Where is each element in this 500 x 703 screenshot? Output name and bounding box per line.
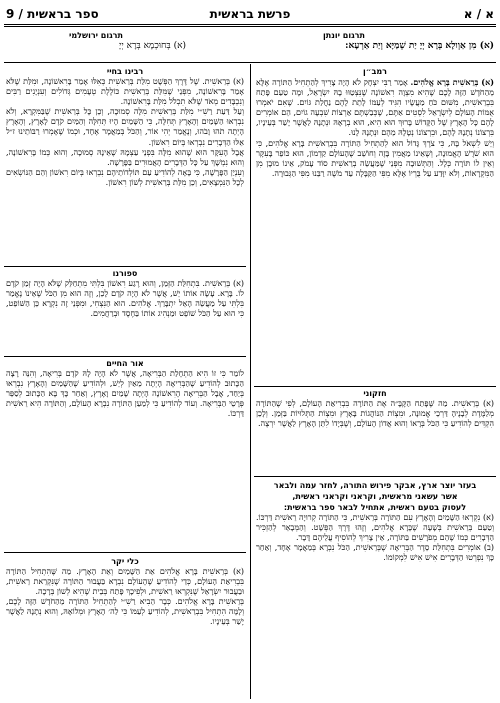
targum-yonatan-text: (א) מִן אַוְולָא בְּרָא יְיָ יַת שְׁמַיָּא וְיַת אַרְעָא: [345,41,494,51]
sforno-title: ספורנו [112,269,138,278]
left-divider-2 [4,356,246,357]
commentary-subheading: אשר עשאני מראשית, וקראני וקראני ראשית, [292,492,458,501]
ramban-text-2: וְיֵשׁ לִשְׁאֹל בָּהּ, כִּי צֹרֶךְ גָּדוֹל הוּא לְהַתְחִיל הַתּוֹרָה בִּבְרֵאשִׁית בָּרָא אֱלֹהִים, כִּי הוּא שֹׁרֶשׁ הָאֱמוּנָה, וְשֶׁאֵינוֹ מַאֲמִין בָּזֶה וְחוֹשֵׁב שֶׁהָעוֹלָם קַדְמוֹן, הוּא כּוֹפֵר בָּעִקָּר וְאֵין לוֹ תּוֹרָה כְּלָל. וְהַתְּשׁוּבָה מִפְּנֵי שֶׁמַּעֲשֵׂה בְרֵאשִׁית סוֹד עָמֹק, אֵינוֹ מוּבָן מִן הַמִּקְרָאוֹת, וְלֹא יִוָּדַע עַל בֻּרְיוֹ אֶלָּא מִפִּי הַקַּבָּלָה עַד מֹשֶׁה רַבֵּנוּ מִפִּי הַגְּבוּרָה. [256,138,494,178]
rabbeinu-bachya-text-4: וְעִנְיַן הַפָּרָשָׁה, כִּי בָּאָה לְהוֹדִיעַ עַם תּוֹלְדוֹתֵיהֶם נִבְרְאוּ בְּיוֹם רִאשׁוֹן וְהֵם הַנּוֹשְׂאִים לְכָל הַנִּמְצָאִים, וְכֵן מִלַּת בְּרֵאשִׁית לְשׁוֹן רִאשׁוֹן. [6,167,244,187]
ramban-section [256,66,494,221]
parsha-title: פרשת בראשית [209,7,291,21]
rabbeinu-bachya-text: (א) בְּרֵאשִׁית. שֶׁל דֶּרֶךְ הַפְּשָׁט מִלַּת בְּרֵאשִׁית כְּאִלּוּ אָמַר בָּרִאשׁוֹנָה, וּמִלַּת שֶׁלֹּא אָמַר בָּרִאשׁוֹנָה, מִפְּנֵי שֶׁמִּלַּת בְּרֵאשִׁית כּוֹלֶלֶת טְעָמִים גְּדוֹלִים וְעִנְיָנִים רַבִּים וְנִכְבָּדִים מְאֹד שֶׁלֹּא תִכְלֹל מִלַּת בָּרִאשׁוֹנָה. [6,77,244,107]
sforno-section [6,268,244,356]
targum-yonatan-title: תרגום יונתן [323,31,365,40]
targum-yerushalmi-text: (א) בְּחוּכְמָא בְּרָא יְיָ [119,41,186,51]
rabbeinu-bachya-text-3: אֲבָל הָעִקָּר הוּא שֶׁהוּא מִלָּה בִּפְנֵי עַצְמָהּ שֶׁאֵינָהּ סְמוּכָה, וְהוּא כְּמוֹ בָּרִאשׁוֹנָה, וְהוּא נִמְשָׁךְ עַל כָּל הַדְּבָרִים הָאֲמוּרִים בַּפָּרָשָׁה. [6,147,244,167]
right-divider-2 [254,476,496,477]
chizkuni-title: חזקוני [363,389,387,398]
book-page-number: ספר בראשית / 9 [6,7,99,21]
or-hachaim-title: אור החיים [106,359,144,368]
kli-yakar-section [6,556,244,698]
chizkuni-text: (א) בְּרֵאשִׁית. מַה שֶּׁפָּתַח הַקָּבָּ״ה אֶת הַתּוֹרָה בִּבְרִיאַת הָעוֹלָם, לְפִי שֶׁהַתּוֹרָה מְלַמֶּדֶת לְבָנֶיהָ דַּרְכֵי אֱמוּנָה, וּמִצְוֹת הַנּוֹהֲגוֹת בָּאָרֶץ וּמִצְוֹת הַתְּלוּיוֹת בַּזְּמַן. וְלָכֵן הִקְדִּים לְהוֹדִיעַ כִּי הַכֹּל בְּרָאוֹ וְהוּא אֲדוֹן הָעוֹלָם, וְשֶׁבְּיָדוֹ לִתֵּן הָאָרֶץ לַאֲשֶׁר יִרְצֶה. [256,399,494,429]
commentary-subheading-2: לעסוק בטעם ראשית, אתחיל לבאר ספר בראשית: [283,503,467,512]
ramban-lead: (א) בְּרֵאשִׁית בָּרָא אֱלֹהִים. [410,77,494,87]
right-divider-1 [254,386,496,387]
or-hachaim-text: לוֹמַר כִּי זוֹ הִיא הַתְחָלַת הַבְּרִיאָה, אֲשֶׁר לֹא הָיָה לָהּ קֹדֶם בְּרִיאָה, וְהִנֵּה רָצָה הַכָּתוּב לְהוֹדִיעַ שֶׁהַבְּרִיאָה הָיְתָה מֵאַיִן לְיֵשׁ, וּלְהוֹדִיעַ שֶׁהַשָּׁמַיִם וְהָאָרֶץ נִבְרְאוּ בְּיַחַד, אֲבָל הַבְּרִיאָה הָרִאשׁוֹנָה הָיְתָה שָׁמַיִם וָאָרֶץ, וְאַחַר כָּךְ בָּא הַכָּתוּב לְסַפֵּר פְּרָטֵי הַבְּרִיאָה. וְעוֹד לְהוֹדִיעַ כִּי לְמַעַן הַתּוֹרָה נִבְרָא הָעוֹלָם, וְהַתּוֹרָה הִיא רֵאשִׁית דַּרְכּוֹ. [6,369,244,419]
column-divider [250,64,251,699]
kli-yakar-text: (א) בְּרֵאשִׁית בָּרָא אֱלֹהִים אֵת הַשָּׁמַיִם וְאֵת הָאָרֶץ. מַה שֶּׁהִתְחִיל הַתּוֹרָה בִּבְרִיאַת הָעוֹלָם, כְּדֵי לְהוֹדִיעַ שֶׁהָעוֹלָם נִבְרָא בַּעֲבוּר הַתּוֹרָה שֶׁנִּקְרֵאת רֵאשִׁית, וּבַעֲבוּר יִשְׂרָאֵל שֶׁנִּקְרְאוּ רֵאשִׁית, וּלְפִיכָךְ פָּתַח בְּבֵית שֶׁהִיא לְשׁוֹן בְּרָכָה. [6,567,244,597]
targum-yonatan-block [194,30,494,64]
header-rule [4,24,496,25]
targum-yerushalmi-block [6,30,186,64]
rabbeinu-bachya-text-2: וְעַל דַּעַת רַשִׁ״י מִלַּת בְּרֵאשִׁית מִלָּה סְמוּכָה, וְכֵן כָּל בְּרֵאשִׁית שֶׁבַּמִּקְרָא, וְלֹא נִבְרְאוּ הַשָּׁמַיִם וְהָאָרֶץ תְּחִלָּה, כִּי הַשָּׁמַיִם הָיוּ תְּחִלָּה וְהַמַּיִם קֹדֶם לָאָרֶץ, וְהָאָרֶץ הָיְתָה תֹהוּ וָבֹהוּ, וְנֶאֱמַר יְהִי אוֹר, וְהַכֹּל בְּמַאֲמָר אֶחָד, וּכְמוֹ שֶׁאָמְרוּ רַבּוֹתֵינוּ ז״ל אֵלּוּ הַדְּבָרִים נִבְרְאוּ בְּיוֹם רִאשׁוֹן. [6,107,244,147]
targum-divider [4,62,496,63]
commentary-heading: בעזר יוצר ארץ, אבקר פירוש התורה, לחזר עמה ולבאר [273,481,477,490]
ramban-text: אָמַר רַבִּי יִצְחָק לֹא הָיָה צָרִיךְ לְהַתְחִיל הַתּוֹרָה אֶלָּא מֵהַחֹדֶשׁ הַזֶּה לָכֶם שֶׁהִיא מִצְוָה רִאשׁוֹנָה שֶׁנִּצְטַוּוּ בָהּ יִשְׂרָאֵל, וּמָה טַעַם פָּתַח בִּבְרֵאשִׁית, מִשּׁוּם כֹּחַ מַעֲשָׂיו הִגִּיד לְעַמּוֹ לָתֵת לָהֶם נַחֲלַת גּוֹיִם. שֶׁאִם יֹאמְרוּ אֻמּוֹת הָעוֹלָם לְיִשְׂרָאֵל לִסְטִים אַתֶּם, שֶׁכְּבַשְׁתֶּם אַרְצוֹת שִׁבְעָה גוֹיִם, הֵם אוֹמְרִים לָהֶם כָּל הָאָרֶץ שֶׁל הַקָּדוֹשׁ בָּרוּךְ הוּא הִיא, הוּא בְרָאָהּ וּנְתָנָהּ לַאֲשֶׁר יָשַׁר בְּעֵינָיו, בִּרְצוֹנוֹ נְתָנָהּ לָהֶם, וּבִרְצוֹנוֹ נְטָלָהּ מֵהֶם וּנְתָנָהּ לָנוּ. [256,78,494,138]
commentary-text-2: (ב) אוֹמְרִים בִּתְחִלַּת סֵדֶר הַבְּרִיאָה שֶׁבְּרֵאשִׁית, הַכֹּל נִבְרָא בְּמַאֲמָר אֶחָד, וְאַחַר כָּךְ נִפְרְטוּ הַדְּבָרִים אִישׁ אִישׁ לִמְקוֹמוֹ. [256,543,494,563]
chapter-verse-marker: א / א [463,7,494,21]
chizkuni-section [256,388,494,472]
kli-yakar-title: כלי יקר [111,557,139,566]
rabbeinu-bachya-section [6,66,244,266]
page-header [6,5,494,23]
ramban-title: רמב״ן [363,67,387,76]
sforno-text: (א) בְּרֵאשִׁית. בִּתְחִלַּת הַזְּמַן, וְהוּא רֶגַע רִאשׁוֹן בִּלְתִּי מִתְחַלֵּק שֶׁלֹּא הָיָה זְמַן קֹדֶם לוֹ. בָּרָא. עָשָׂה אוֹתוֹ יֵשׁ, אֲשֶׁר לֹא הָיָה קֹדֶם לָכֵן, וְזֶה הוּא מִן הַכֹּל שֶׁאֵינוֹ נֶאֱמַר בִּלְתִּי עַל מַעֲשֵׂה הָאֵל יִתְבָּרַךְ. אֱלֹהִים. הוּא הַנִּצְחִי, וּמִפְּנֵי זֶה נִקְרָא כֵּן הַשּׁוֹפֵט, כִּי הוּא עַל הַכֹּל שׁוֹפֵט וּמַנְהִיג אוֹתוֹ בַּחֶסֶד וּבְרַחֲמִים. [6,279,244,319]
left-divider-3 [4,552,246,553]
left-divider-1 [4,266,246,267]
commentary-text: (א) נִקְרְאוּ הַשָּׁמַיִם וְהָאָרֶץ עִם הַתּוֹרָה בְּרֵאשִׁית, כִּי הַתּוֹרָה קְרוּיָה רֵאשִׁית דַּרְכּוֹ. וְטַעַם בְּרֵאשִׁית בְּשָׁעָה שֶׁבָּרָא אֱלֹהִים, וְזֶהוּ דֶּרֶךְ הַפְּשָׁט. וְהַמְּבָאֵר לְהַזְכִּיר הַדְּבָרִים כְּמוֹ שֶׁהֵם מְפֹרָשִׁים בַּתּוֹרָה, אֵין צָרִיךְ לְהוֹסִיף עֲלֵיהֶם דָּבָר. [256,513,494,543]
targum-yerushalmi-title: תרגום ירושלמי [69,31,123,40]
rabbeinu-bachya-title: רבינו בחיי [106,67,144,76]
header-rule-2 [4,26,496,27]
commentary-section [256,480,494,698]
or-hachaim-section [6,358,244,552]
kli-yakar-text-2: בְּרֵאשִׁית בָּרָא אֱלֹהִים. כְּבָר הֵבִיא רַשִׁ״י לְהַתְחִיל הַתּוֹרָה מֵהַחֹדֶשׁ הַזֶּה לָכֶם, וְלָמָּה הִתְחִיל בִּבְרֵאשִׁית, לְהוֹדִיעַ לְעַמּוֹ כִּי לַה׳ הָאָרֶץ וּמְלוֹאָהּ, וְהוּא נְתָנָהּ לַאֲשֶׁר יָשַׁר בְּעֵינָיו. [6,597,244,627]
